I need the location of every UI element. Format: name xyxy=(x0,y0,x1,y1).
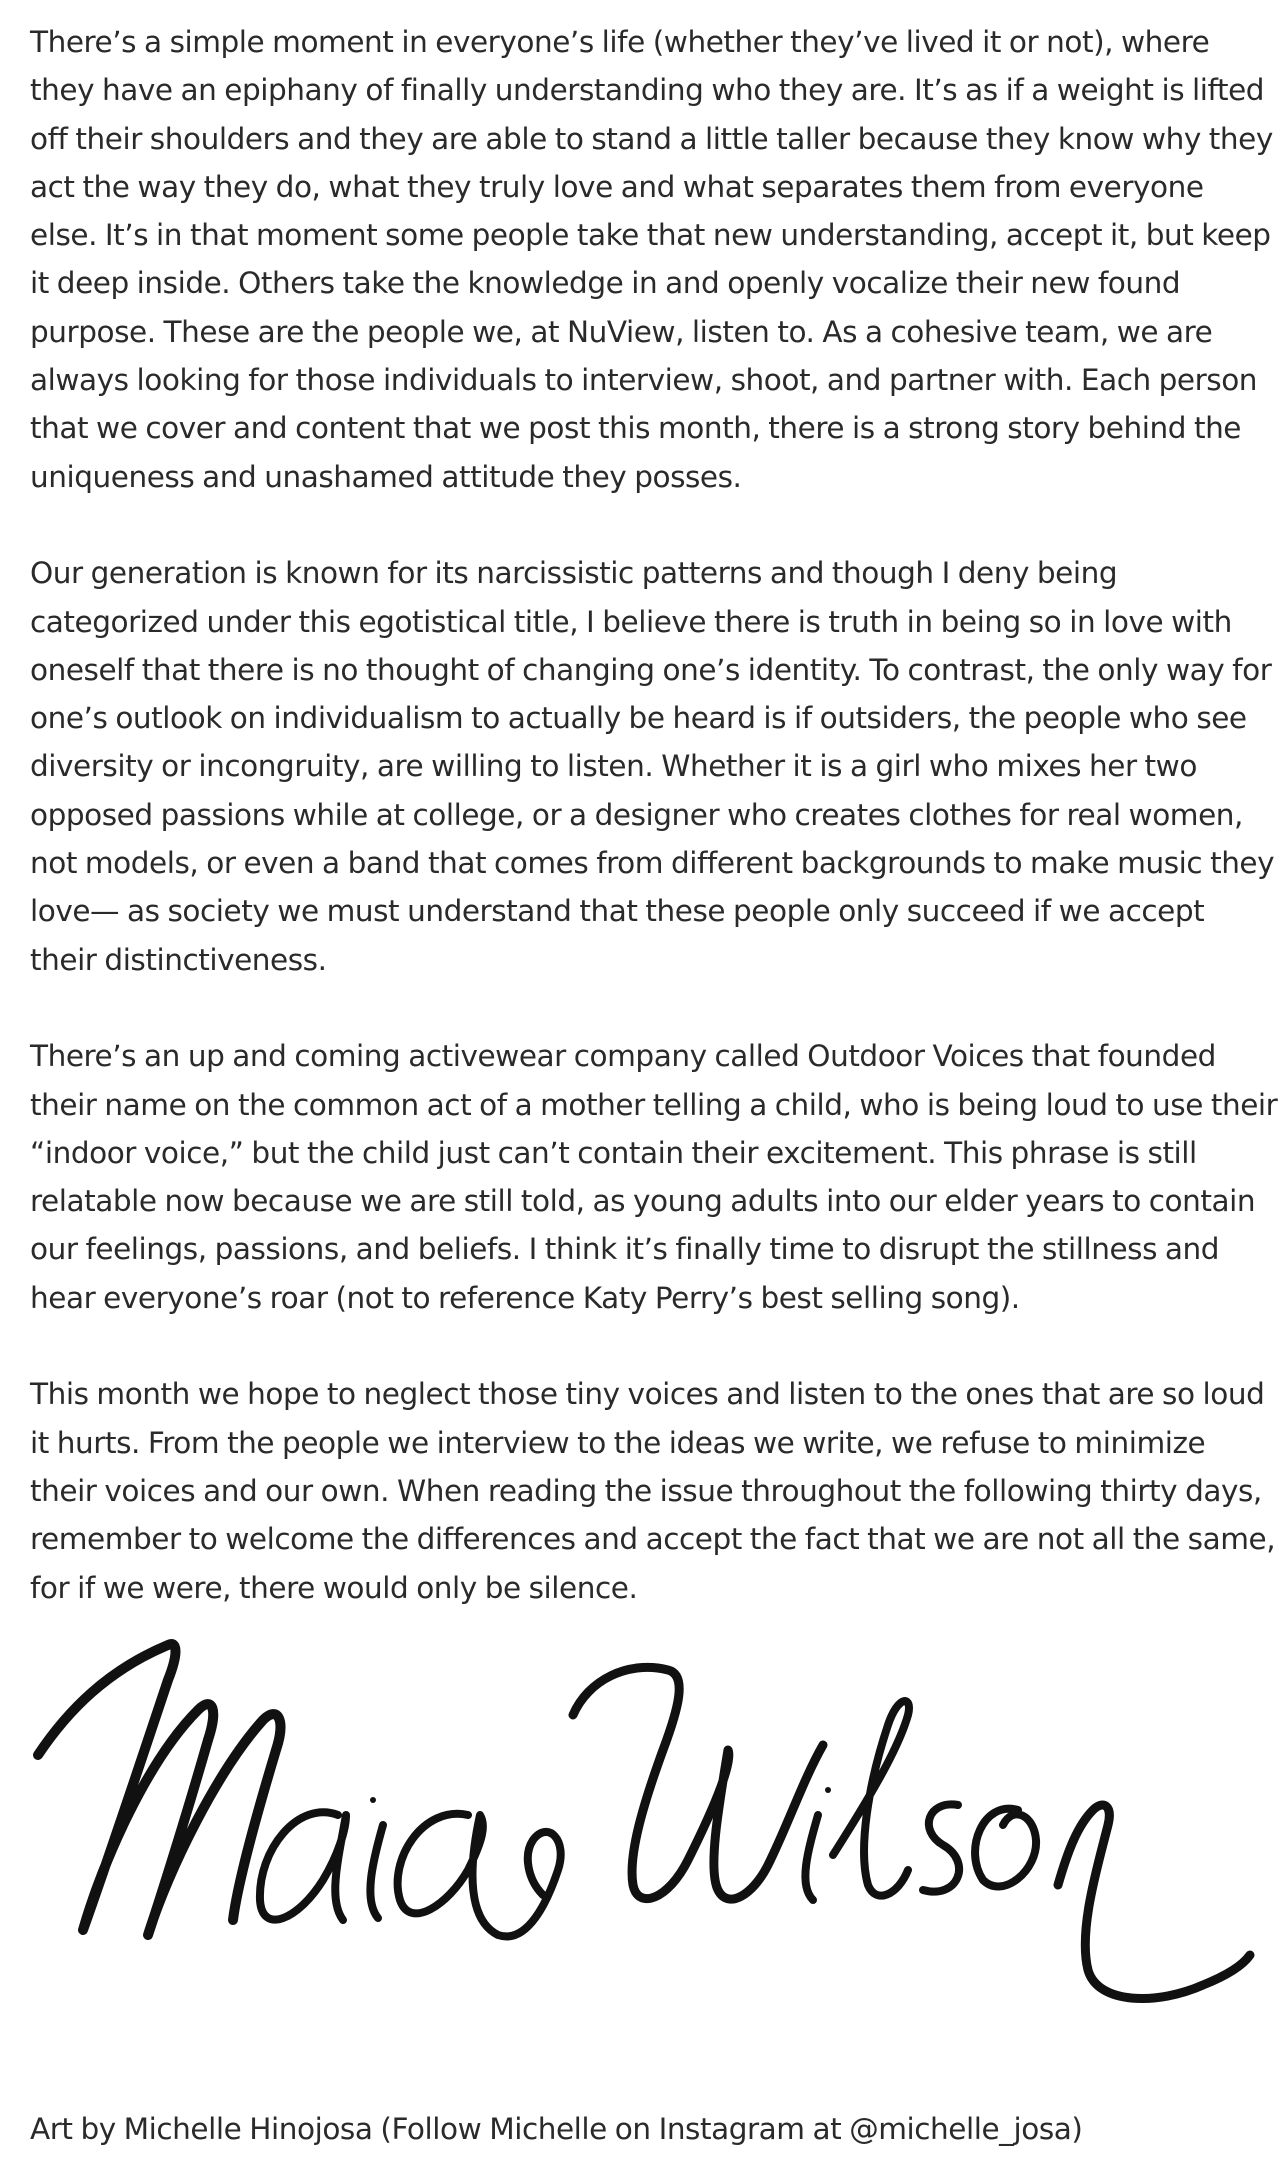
signature-letter-a xyxy=(260,1812,346,1920)
signature-letter-l xyxy=(833,1701,909,1896)
article-paragraph-4: This month we hope to neglect those tiny voices and listen to the ones that are so loud it hurts. From the people we interview to the ideas we write, we refuse to minimize their voices and our own. When reading the issue throughout the following thirty days, remember to welcome the differences and accept the fact that we are not all the same, for if we were, there would only be silence. xyxy=(30,1377,1276,1605)
signature-letter-w xyxy=(573,1667,823,1899)
article-body xyxy=(30,18,1278,1660)
article-paragraph-1: There’s a simple moment in everyone’s life (whether they’ve lived it or not), where they have an epiphany of finally understanding who they are. It’s as if a weight is lifted off their shoulders and they are able to stand a little taller because they know why they act the way they do, what they truly love and what separates them from everyone else. It’s in that moment some people take that new understanding, accept it, but keep it deep inside. Others take the knowledge in and openly vocalize their new found purpose. These are the people we, at NuView, listen to. As a cohesive team, we are always looking for those individuals to interview, shoot, and partner with. Each person that we cover and content that we post this month, there is a strong story behind the uniqueness and unashamed attitude they posses. xyxy=(30,25,1273,494)
art-credit: Art by Michelle Hinojosa (Follow Michelle on Instagram at @michelle_josa) xyxy=(30,2112,1083,2146)
ink-dot-1 xyxy=(370,1797,376,1803)
signature-letter-o xyxy=(975,1809,1036,1887)
handwritten-signature xyxy=(28,1600,1258,2020)
signature-letter-s xyxy=(923,1804,959,1891)
ink-dot-2 xyxy=(825,1787,831,1793)
article-paragraph-2: Our generation is known for its narcissistic patterns and though I deny being categorized under this egotistical title, I believe there is truth in being so in love with oneself that there is no thought of changing one’s identity. To contrast, the only way for one’s outlook on individualism to actually be heard is if outsiders, the people who see diversity or incongruity, are willing to listen. Whether it is a girl who mixes her two opposed passions while at college, or a designer who creates clothes for real women, not models, or even a band that comes from different backgrounds to make music they love— as society we must understand that these people only succeed if we accept their distinctiveness. xyxy=(30,556,1275,977)
signature-letter-i2 xyxy=(805,1815,818,1900)
signature-letter-m xyxy=(38,1644,280,1935)
signature-letter-n xyxy=(1058,1805,1250,1999)
signature-letter-i xyxy=(370,1825,383,1918)
article-paragraph-3: There’s an up and coming activewear company called Outdoor Voices that founded their name on the common act of a mother telling a child, who is being loud to use their “indoor voice,” but the child just can’t contain their excitement. This phrase is still relatable now because we are still told, as young adults into our elder years to contain our feelings, passions, and beliefs. I think it’s finally time to disrupt the stillness and hear everyone’s roar (not to reference Katy Perry’s best selling song). xyxy=(30,1039,1278,1315)
signature-letter-a2 xyxy=(398,1814,561,1937)
signature-artwork xyxy=(28,1600,1258,2020)
